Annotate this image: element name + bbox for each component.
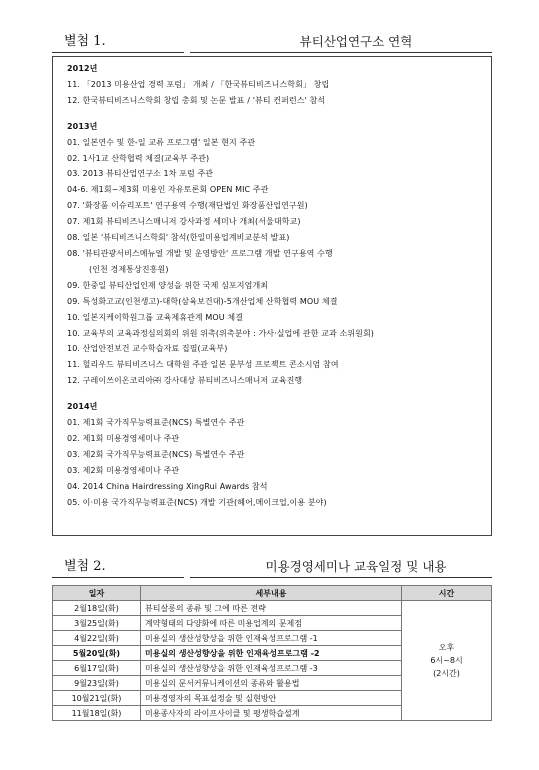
date-column-header: 일자 [53, 586, 141, 601]
history-item: 01. 일본연수 및 한-일 교류 프로그램' 일본 현지 주관 [67, 137, 256, 147]
schedule-table [52, 585, 492, 721]
annex2-header [52, 557, 492, 579]
session-date: 5월20일(화) [53, 646, 141, 661]
history-item: 03. 2013 뷰티산업연구소 1차 포럼 주관 [67, 169, 214, 179]
history-item: 09. 특성화고교(인천생고)-대학(삼육보건대)-5개산업체 산학협력 MOU 체결 [67, 296, 338, 306]
history-item: 05. 이·미용 국가직무능력표준(NCS) 개발 기관(헤어,메이크업,이용 분야) [67, 497, 327, 507]
history-item: 04-6. 제1회~제3회 미용인 자유토론회 OPEN MIC 주관 [67, 185, 269, 195]
time-line: 오후 [438, 643, 455, 652]
history-item: 10. 일본지케이학원그룹 교육제휴관계 MOU 체결 [67, 312, 244, 322]
table-row [53, 601, 492, 616]
history-box [52, 56, 492, 536]
history-item: 08. 일본 '뷰티비즈니스학회' 참석(한일미용업계비교분석 발표) [67, 233, 290, 243]
history-item: 12. 한국뷰티비즈니스학회 창립 총회 및 논문 발표 / '뷰티 컨퍼런스' 참석 [67, 95, 326, 105]
session-date: 9월23일(화) [53, 676, 141, 691]
history-item: 10. 교육부의 교육과정심의회의 위원 위촉(위촉분야 : 가사·실업에 관한 교과 소위원회) [67, 328, 375, 338]
session-content: 미용종사자의 라이프사이클 및 평생학습설계 [141, 706, 402, 721]
session-date: 11월18일(화) [53, 706, 141, 721]
annex2-label: 별첨 2. [52, 557, 184, 578]
session-content: 미용실의 문서커뮤니케이션의 종류와 활용법 [141, 676, 402, 691]
schedule-header-row [53, 586, 492, 601]
session-content: 미용실의 생산성향상을 위한 인재육성프로그램 -1 [141, 631, 402, 646]
history-item: 02. 1사1교 산학협력 체결(교육부 주관) [67, 153, 210, 163]
session-date: 10월21일(화) [53, 691, 141, 706]
annex2-title: 미용경영세미나 교육일정 및 내용 [190, 557, 492, 578]
year-heading-2013: 2013년 [67, 121, 98, 131]
time-line: 6시~8시 [430, 656, 463, 665]
history-item: 08. '뷰티관광서비스메뉴얼 개발 및 운영방안' 프로그램 개발 연구용역 수행 [67, 248, 333, 258]
session-date: 2월18일(화) [53, 601, 141, 616]
history-item: 11. 헐리우드 뷰티비즈니스 대학원 주관 일본 문부성 프로젝트 콘소시엄 참여 [67, 360, 339, 370]
session-date: 3월25일(화) [53, 616, 141, 631]
time-line: (2시간) [433, 669, 460, 678]
content-column-header: 세부내용 [141, 586, 402, 601]
history-item: 10. 산업안전보건 교수학습자료 집필(교육부) [67, 344, 228, 354]
session-date: 6월17일(화) [53, 661, 141, 676]
annex1-title: 뷰티산업연구소 연혁 [190, 32, 492, 53]
annex1-label: 별첨 1. [52, 32, 184, 53]
history-item-continuation: (인천 경제통상진흥원) [89, 264, 169, 274]
history-item: 01. 제1회 국가직무능력표준(NCS) 특별연수 주관 [67, 418, 245, 428]
history-item: 12. 구레이쓰이온코리아㈜ 강사대상 뷰티비즈니스매니저 교육진행 [67, 376, 303, 386]
time-column-header: 시간 [402, 586, 492, 601]
history-item: 03. 제2회 미용경영세미나 주관 [67, 465, 180, 475]
year-heading-2012: 2012년 [67, 64, 98, 73]
session-content: 미용실의 생산성향상을 위한 인재육성프로그램 -2 [141, 646, 402, 661]
session-content: 뷰티살롱의 종류 및 그에 따른 전략 [141, 601, 402, 616]
history-item: 11. 「2013 미용산업 경력 포럼」 개최 / 「한국뷰티비즈니스학회」 창립 [67, 79, 330, 89]
session-time [402, 601, 492, 721]
history-item: 02. 제1회 미용경영세미나 주관 [67, 433, 180, 443]
session-content: 미용실의 생산성향상을 위한 인재육성프로그램 -3 [141, 661, 402, 676]
session-content: 미용경영자의 목표설정술 및 실현방안 [141, 691, 402, 706]
history-item: 03. 제2회 국가직무능력표준(NCS) 특별연수 주관 [67, 449, 245, 459]
history-item: 07. '화장품 이슈리포트' 연구용역 수행(재단법인 화장품산업연구원) [67, 201, 308, 211]
history-item: 07. 제1회 뷰티비즈니스매니저 강사과정 세미나 개최(서울대학교) [67, 217, 301, 227]
session-date: 4월22일(화) [53, 631, 141, 646]
annex1-header [52, 32, 492, 54]
year-heading-2014: 2014년 [67, 402, 98, 412]
history-item: 04. 2014 China Hairdressing XingRui Awards 참석 [67, 481, 268, 491]
history-item: 09. 한중일 뷰티산업인재 양성을 위한 국제 심포지엄개최 [67, 280, 269, 290]
session-content: 계약형태의 다양화에 따른 미용업계의 문제점 [141, 616, 402, 631]
